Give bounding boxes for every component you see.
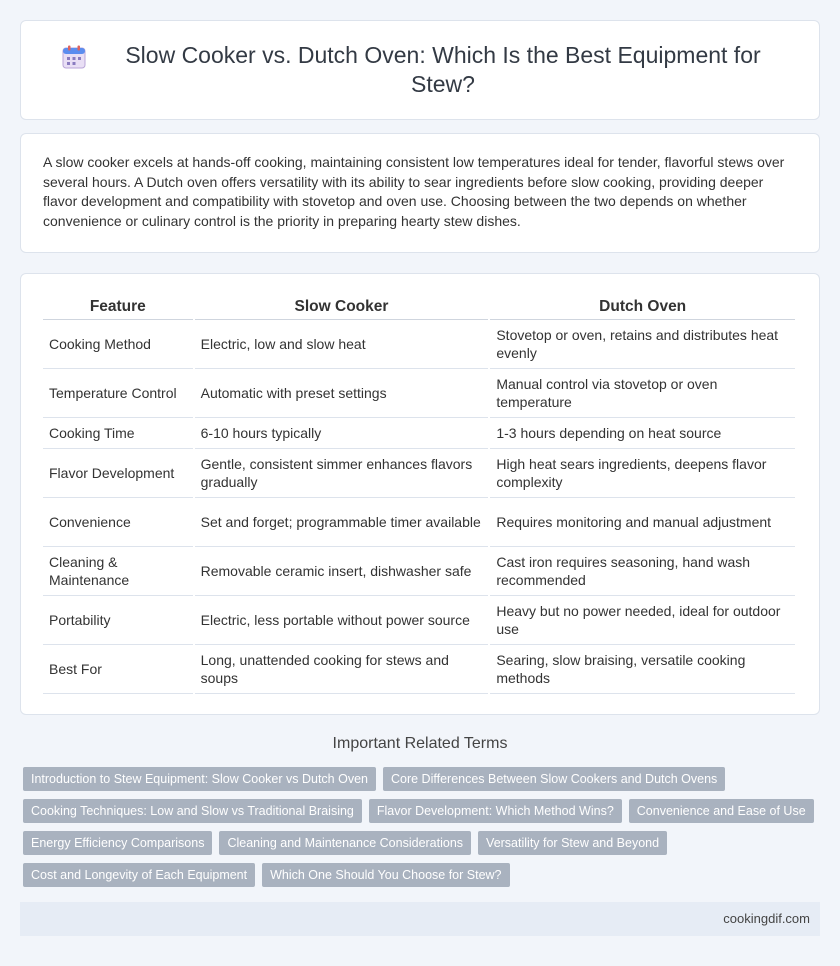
feature-cell: Convenience [43, 498, 193, 547]
calendar-icon [61, 44, 87, 70]
dutch-oven-cell: Searing, slow braising, versatile cooking methods [490, 645, 795, 694]
header-dutch-oven: Dutch Oven [490, 295, 795, 320]
dutch-oven-cell: 1-3 hours depending on heat source [490, 418, 795, 449]
slow-cooker-cell: Gentle, consistent simmer enhances flavors gradually [195, 449, 489, 498]
slow-cooker-cell: 6-10 hours typically [195, 418, 489, 449]
related-terms-title: Important Related Terms [332, 735, 508, 752]
related-tag[interactable]: Cleaning and Maintenance Considerations [219, 831, 471, 855]
table-row [43, 645, 795, 694]
table-row [43, 449, 795, 498]
dutch-oven-cell: Cast iron requires seasoning, hand wash recommended [490, 547, 795, 596]
slow-cooker-cell: Long, unattended cooking for stews and soups [195, 645, 489, 694]
page-title: Slow Cooker vs. Dutch Oven: Which Is the Best Equipment for Stew? [125, 42, 761, 97]
feature-cell: Portability [43, 596, 193, 645]
feature-cell: Flavor Development [43, 449, 193, 498]
title-card [20, 20, 820, 120]
related-tag[interactable]: Energy Efficiency Comparisons [23, 831, 212, 855]
table-row [43, 369, 795, 418]
feature-cell: Cooking Method [43, 320, 193, 369]
related-tag[interactable]: Convenience and Ease of Use [629, 799, 814, 823]
comparison-table [41, 295, 797, 694]
table-header-row [43, 295, 795, 320]
related-tag[interactable]: Flavor Development: Which Method Wins? [369, 799, 622, 823]
dutch-oven-cell: Manual control via stovetop or oven temperature [490, 369, 795, 418]
slow-cooker-cell: Set and forget; programmable timer available [195, 498, 489, 547]
summary-text: A slow cooker excels at hands-off cooking, maintaining consistent low temperatures ideal for tender, flavorful stews over several hours. A Dutch oven offers versatility with its ability to sear ingredients before slow cooking, providing deeper flavor development and compatibility with stovetop and oven use. Choosing between the two depends on whether convenience or culinary control is the priority in preparing hearty stew dishes. [43, 154, 785, 229]
related-terms-tags [23, 767, 813, 895]
table-row [43, 320, 795, 369]
dutch-oven-cell: Heavy but no power needed, ideal for outdoor use [490, 596, 795, 645]
feature-cell: Temperature Control [43, 369, 193, 418]
table-row [43, 596, 795, 645]
related-tag[interactable]: Core Differences Between Slow Cookers and Dutch Ovens [383, 767, 725, 791]
table-row [43, 418, 795, 449]
summary-card [20, 133, 820, 253]
feature-cell: Cleaning & Maintenance [43, 547, 193, 596]
dutch-oven-cell: Requires monitoring and manual adjustment [490, 498, 795, 547]
slow-cooker-cell: Electric, low and slow heat [195, 320, 489, 369]
related-tag[interactable]: Cost and Longevity of Each Equipment [23, 863, 255, 887]
slow-cooker-cell: Automatic with preset settings [195, 369, 489, 418]
dutch-oven-cell: Stovetop or oven, retains and distributes heat evenly [490, 320, 795, 369]
table-row [43, 547, 795, 596]
feature-cell: Best For [43, 645, 193, 694]
related-tag[interactable]: Versatility for Stew and Beyond [478, 831, 667, 855]
related-tag[interactable]: Cooking Techniques: Low and Slow vs Traditional Braising [23, 799, 362, 823]
header-slow-cooker: Slow Cooker [195, 295, 489, 320]
slow-cooker-cell: Electric, less portable without power source [195, 596, 489, 645]
slow-cooker-cell: Removable ceramic insert, dishwasher safe [195, 547, 489, 596]
feature-cell: Cooking Time [43, 418, 193, 449]
table-row [43, 498, 795, 547]
header-feature: Feature [43, 295, 193, 320]
footer [20, 902, 820, 936]
footer-site-link[interactable]: cookingdif.com [723, 911, 810, 926]
related-tag[interactable]: Introduction to Stew Equipment: Slow Cooker vs Dutch Oven [23, 767, 376, 791]
comparison-table-card [20, 273, 820, 715]
dutch-oven-cell: High heat sears ingredients, deepens flavor complexity [490, 449, 795, 498]
related-tag[interactable]: Which One Should You Choose for Stew? [262, 863, 509, 887]
